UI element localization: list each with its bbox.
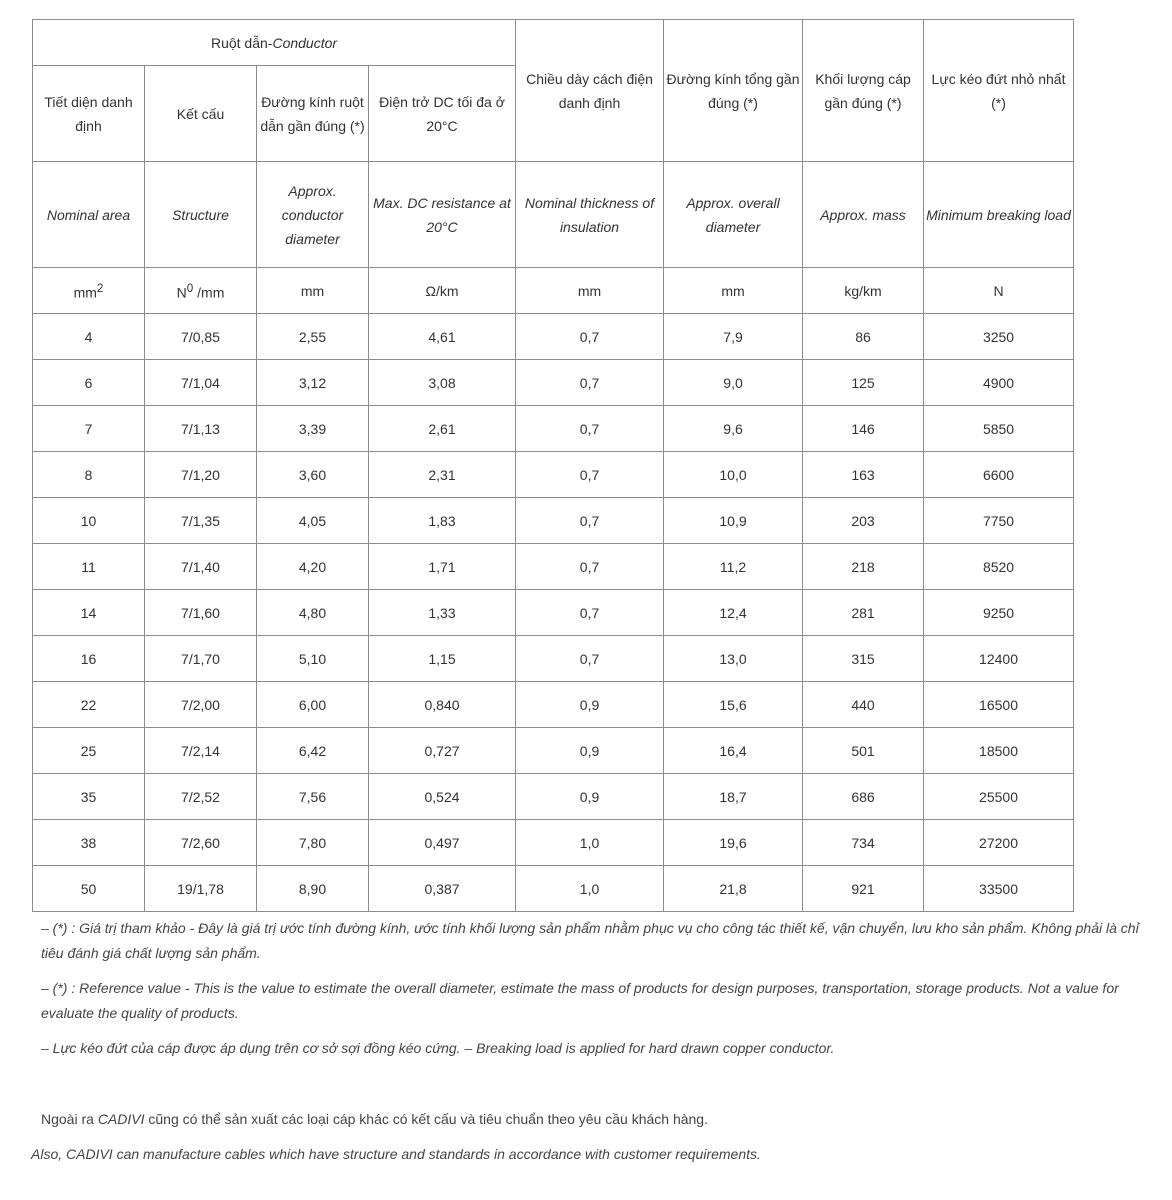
cell-conductor-diameter: 3,60 [257,452,369,498]
cell-breaking-load: 8520 [924,544,1074,590]
cell-mass: 921 [803,866,924,912]
cell-insulation: 1,0 [516,866,664,912]
extra-note-vi [41,1107,1141,1131]
table-row [33,498,1074,544]
cell-mass: 440 [803,682,924,728]
cell-mass: 315 [803,636,924,682]
cell-overall-diameter: 16,4 [664,728,803,774]
extra-vi-suffix: cũng có thể sản xuất các loại cáp khác có kết cấu và tiêu chuẩn theo yêu cầu khách hàng. [144,1111,708,1127]
cell-structure: 7/0,85 [145,314,257,360]
table-row [33,314,1074,360]
cell-mass: 734 [803,820,924,866]
cell-dc-resistance: 1,33 [369,590,516,636]
cell-overall-diameter: 12,4 [664,590,803,636]
cell-structure: 7/1,60 [145,590,257,636]
cell-area: 11 [33,544,145,590]
cell-overall-diameter: 15,6 [664,682,803,728]
note-vi-reference: – (*) : Giá trị tham khảo - Đây là giá trị ước tính đường kính, ước tính khối lượng sản phẩm nhằm phục vụ cho công tác thiết kế, vận chuyển, lưu kho sản phẩm. Không phải là chỉ tiêu đánh giá chất lượng sản phẩm. [41,920,1139,961]
header-conductor-diameter-en: Approx. conductor diameter [257,162,369,268]
cell-dc-resistance: 2,61 [369,406,516,452]
cell-insulation: 0,9 [516,728,664,774]
header-area-vi: Tiết diện danh định [33,66,145,162]
cell-structure: 7/2,52 [145,774,257,820]
cell-breaking-load: 4900 [924,360,1074,406]
cell-dc-resistance: 0,387 [369,866,516,912]
cell-dc-resistance: 0,524 [369,774,516,820]
table-row [33,406,1074,452]
table-body [33,20,1074,912]
header-overall-diameter-en: Approx. overall diameter [664,162,803,268]
cell-dc-resistance: 4,61 [369,314,516,360]
cell-area: 8 [33,452,145,498]
cell-area: 16 [33,636,145,682]
cell-insulation: 0,7 [516,498,664,544]
cell-area: 25 [33,728,145,774]
cell-structure: 7/2,14 [145,728,257,774]
unit-dc-resistance: Ω/km [369,268,516,314]
table-row [33,544,1074,590]
header-mass-vi: Khối lượng cáp gần đúng (*) [803,20,924,162]
cell-conductor-diameter: 3,39 [257,406,369,452]
table-row [33,820,1074,866]
header-mass-en: Approx. mass [803,162,924,268]
header-insulation-vi: Chiều dày cách điện danh định [516,20,664,162]
cell-area: 38 [33,820,145,866]
table-row [33,636,1074,682]
cell-overall-diameter: 10,9 [664,498,803,544]
cell-structure: 7/1,35 [145,498,257,544]
cell-insulation: 0,7 [516,544,664,590]
unit-area-text: mm [73,284,97,301]
cell-mass: 146 [803,406,924,452]
header-dc-resistance-en: Max. DC resistance at 20°C [369,162,516,268]
brand-name: CADIVI [97,1111,145,1127]
table-row [33,360,1074,406]
cell-overall-diameter: 7,9 [664,314,803,360]
cell-breaking-load: 6600 [924,452,1074,498]
cell-breaking-load: 27200 [924,820,1074,866]
cell-conductor-diameter: 7,56 [257,774,369,820]
extra-vi-prefix: Ngoài ra [41,1111,98,1127]
cell-conductor-diameter: 4,80 [257,590,369,636]
cell-breaking-load: 3250 [924,314,1074,360]
cell-dc-resistance: 3,08 [369,360,516,406]
unit-insulation: mm [516,268,664,314]
cell-dc-resistance: 2,31 [369,452,516,498]
header-breaking-load-vi: Lực kéo đứt nhỏ nhất (*) [924,20,1074,162]
group-header-row [33,20,1074,66]
cell-overall-diameter: 13,0 [664,636,803,682]
unit-area [33,268,145,314]
cell-insulation: 0,7 [516,314,664,360]
unit-area-sup: 2 [96,281,104,295]
cell-insulation: 0,9 [516,774,664,820]
cell-overall-diameter: 9,6 [664,406,803,452]
header-insulation-en: Nominal thickness of insulation [516,162,664,268]
cell-mass: 218 [803,544,924,590]
cell-area: 35 [33,774,145,820]
table-row [33,452,1074,498]
unit-conductor-diameter: mm [257,268,369,314]
cable-spec-table [32,19,1074,912]
cell-breaking-load: 18500 [924,728,1074,774]
cell-insulation: 0,7 [516,360,664,406]
note-breaking-load: – Lực kéo đứt của cáp được áp dụng trên cơ sở sợi đồng kéo cứng. – Breaking load is applied for hard drawn copper conductor. [41,1040,835,1056]
unit-structure [145,268,257,314]
unit-mass: kg/km [803,268,924,314]
cell-area: 14 [33,590,145,636]
cell-mass: 163 [803,452,924,498]
cell-insulation: 0,7 [516,452,664,498]
cell-mass: 281 [803,590,924,636]
cell-conductor-diameter: 8,90 [257,866,369,912]
header-structure-vi: Kết cấu [145,66,257,162]
cell-mass: 125 [803,360,924,406]
cell-overall-diameter: 10,0 [664,452,803,498]
table-row [33,866,1074,912]
conductor-group-header [33,20,516,66]
cell-dc-resistance: 1,15 [369,636,516,682]
cell-conductor-diameter: 4,05 [257,498,369,544]
cell-insulation: 0,7 [516,406,664,452]
cell-area: 7 [33,406,145,452]
cell-structure: 7/2,60 [145,820,257,866]
header-dc-resistance-vi: Điện trở DC tối đa ở 20°C [369,66,516,162]
note-en-reference: – (*) : Reference value - This is the value to estimate the overall diameter, estimate the mass of products for design purposes, transportation, storage products. Not a value for evaluate the quality of products. [41,980,1119,1021]
cell-overall-diameter: 18,7 [664,774,803,820]
cell-structure: 7/1,20 [145,452,257,498]
header-breaking-load-en: Minimum breaking load [924,162,1074,268]
cell-structure: 7/1,70 [145,636,257,682]
cell-dc-resistance: 1,83 [369,498,516,544]
cell-breaking-load: 25500 [924,774,1074,820]
cell-structure: 7/1,40 [145,544,257,590]
cell-breaking-load: 33500 [924,866,1074,912]
extra-note-en: Also, CADIVI can manufacture cables which have structure and standards in accordance with customer requirements. [31,1146,761,1162]
header-overall-diameter-vi: Đường kính tổng gần đúng (*) [664,20,803,162]
cell-dc-resistance: 0,497 [369,820,516,866]
cell-conductor-diameter: 6,42 [257,728,369,774]
cell-dc-resistance: 0,727 [369,728,516,774]
cell-breaking-load: 16500 [924,682,1074,728]
cell-insulation: 0,7 [516,590,664,636]
cell-area: 22 [33,682,145,728]
unit-structure-text: N [176,284,187,301]
cell-insulation: 0,7 [516,636,664,682]
cell-area: 10 [33,498,145,544]
cell-breaking-load: 12400 [924,636,1074,682]
header-structure-en: Structure [145,162,257,268]
table-row [33,682,1074,728]
header-area-en: Nominal area [33,162,145,268]
cell-mass: 203 [803,498,924,544]
table-row [33,774,1074,820]
cell-dc-resistance: 0,840 [369,682,516,728]
cell-conductor-diameter: 2,55 [257,314,369,360]
cell-conductor-diameter: 7,80 [257,820,369,866]
cell-dc-resistance: 1,71 [369,544,516,590]
cell-mass: 686 [803,774,924,820]
cell-overall-diameter: 11,2 [664,544,803,590]
cell-conductor-diameter: 3,12 [257,360,369,406]
footnotes [41,916,1156,1071]
cell-overall-diameter: 19,6 [664,820,803,866]
table-row [33,728,1074,774]
unit-breaking-load: N [924,268,1074,314]
unit-overall-diameter: mm [664,268,803,314]
cell-mass: 501 [803,728,924,774]
cell-conductor-diameter: 5,10 [257,636,369,682]
cell-structure: 19/1,78 [145,866,257,912]
unit-structure-rest: /mm [193,284,225,301]
cell-overall-diameter: 9,0 [664,360,803,406]
cell-breaking-load: 7750 [924,498,1074,544]
cell-structure: 7/1,04 [145,360,257,406]
unit-structure-sup: 0 [186,281,194,295]
cell-breaking-load: 9250 [924,590,1074,636]
cell-breaking-load: 5850 [924,406,1074,452]
cell-structure: 7/2,00 [145,682,257,728]
cell-conductor-diameter: 4,20 [257,544,369,590]
cell-area: 6 [33,360,145,406]
cell-insulation: 0,9 [516,682,664,728]
cell-structure: 7/1,13 [145,406,257,452]
cell-area: 50 [33,866,145,912]
header-row-en [33,162,1074,268]
header-conductor-diameter-vi: Đường kính ruột dẫn gần đúng (*) [257,66,369,162]
table-row [33,590,1074,636]
cell-area: 4 [33,314,145,360]
group-header-en: Conductor [272,34,338,51]
cell-conductor-diameter: 6,00 [257,682,369,728]
cell-mass: 86 [803,314,924,360]
cell-overall-diameter: 21,8 [664,866,803,912]
units-row [33,268,1074,314]
group-header-vi: Ruột dẫn- [210,34,273,51]
cell-insulation: 1,0 [516,820,664,866]
